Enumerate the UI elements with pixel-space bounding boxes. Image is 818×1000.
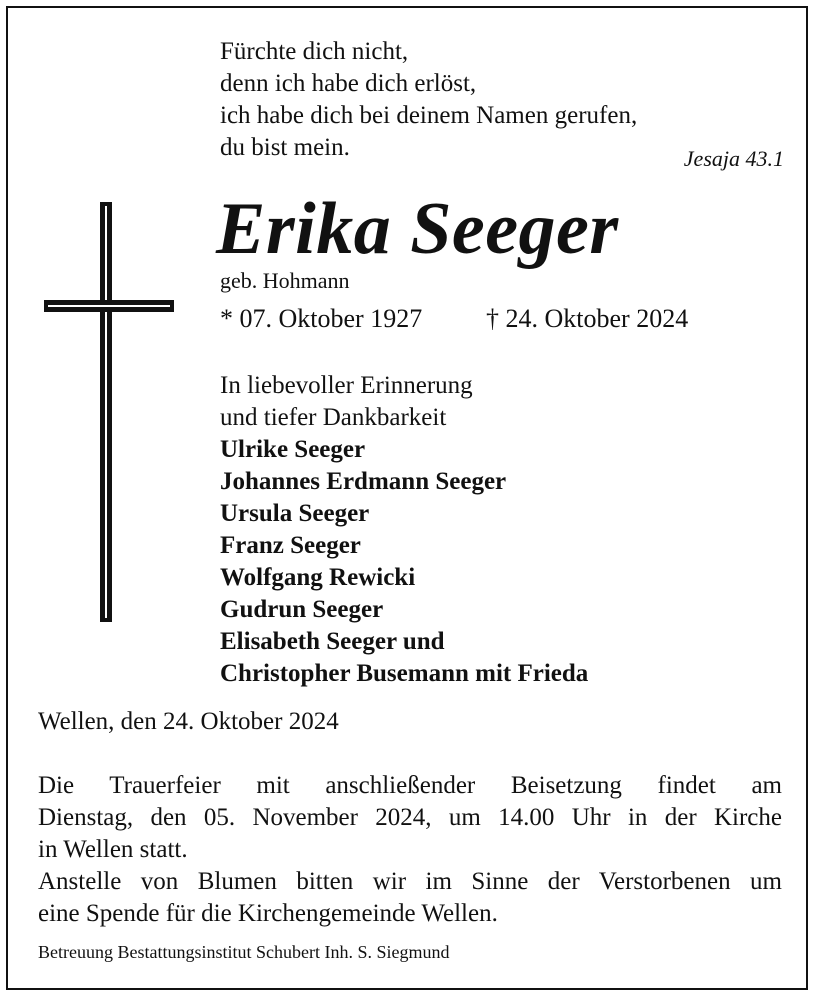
notice-line: in Wellen statt. (38, 836, 188, 863)
deceased-name: Erika Seeger (216, 188, 619, 270)
mourner-name: Elisabeth Seeger und (220, 628, 445, 655)
mourning-line: und tiefer Dankbarkeit (220, 404, 447, 431)
birth-date: * 07. Oktober 1927 (220, 304, 423, 333)
obituary-card (6, 6, 808, 990)
notice-line: Die Trauerfeier mit anschließender Beisetzung findet am (38, 772, 782, 799)
notice-line: Anstelle von Blumen bitten wir im Sinne der Verstorbenen um (38, 868, 782, 895)
cross-icon (100, 202, 112, 622)
mourner-name: Gudrun Seeger (220, 596, 384, 623)
place-date: Wellen, den 24. Oktober 2024 (38, 708, 339, 735)
mourner-name: Christopher Busemann mit Frieda (220, 660, 589, 687)
verse-line: Fürchte dich nicht, (220, 38, 409, 65)
mourning-intro (220, 370, 473, 434)
bible-verse (220, 36, 637, 164)
mourner-name: Franz Seeger (220, 532, 361, 559)
verse-line: du bist mein. (220, 134, 350, 161)
mourner-list (220, 434, 588, 690)
cross-icon-crossbar (44, 300, 174, 312)
undertaker-credit: Betreuung Bestattungsinstitut Schubert Inh. S. Siegmund (38, 942, 450, 962)
maiden-name: geb. Hohmann (220, 268, 350, 293)
mourner-name: Ulrike Seeger (220, 436, 366, 463)
mourning-line: In liebevoller Erinnerung (220, 372, 473, 399)
death-date: † 24. Oktober 2024 (486, 304, 689, 333)
notice-line: eine Spende für die Kirchengemeinde Wellen. (38, 900, 498, 927)
funeral-notice (38, 770, 782, 930)
verse-reference: Jesaja 43.1 (683, 146, 784, 171)
verse-line: ich habe dich bei deinem Namen gerufen, (220, 102, 638, 129)
mourner-name: Johannes Erdmann Seeger (220, 468, 507, 495)
verse-line: denn ich habe dich erlöst, (220, 70, 477, 97)
notice-line: Dienstag, den 05. November 2024, um 14.00 Uhr in der Kirche (38, 804, 782, 831)
mourner-name: Wolfgang Rewicki (220, 564, 416, 591)
mourner-name: Ursula Seeger (220, 500, 370, 527)
